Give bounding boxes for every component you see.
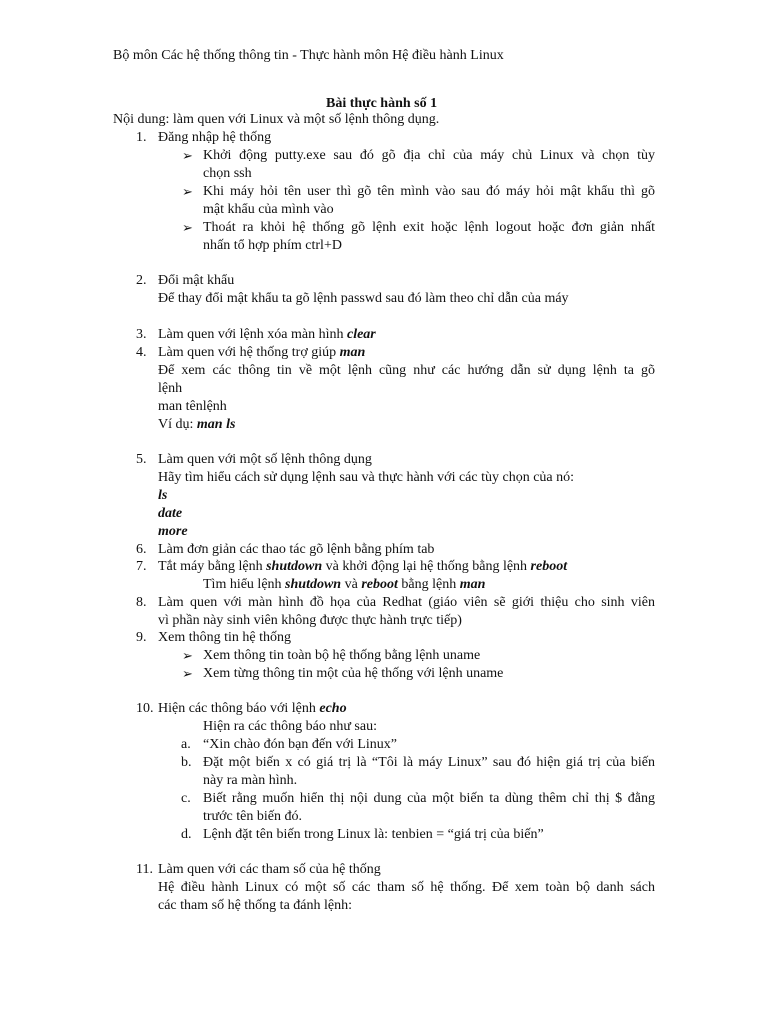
bullet-text: chọn ssh: [203, 166, 252, 181]
list-item: Đặt một biến x có giá trị là “Tôi là máy Linux” sau đó hiện giá trị của biến: [203, 755, 655, 770]
list-item: này ra màn hình.: [203, 773, 298, 788]
command-name: shutdown: [285, 577, 342, 592]
example-command: man ls: [196, 417, 236, 432]
section-heading: Làm quen với hệ thống trợ giúp man: [158, 345, 366, 360]
section-body: các tham số hệ thống ta đánh lệnh:: [158, 898, 352, 913]
section-number: 10.: [136, 701, 154, 716]
intro-text: Nội dung: làm quen với Linux và một số lệnh thông dụng.: [113, 112, 440, 127]
section-body: vì phần này sinh viên không được thực hành trực tiếp): [158, 613, 462, 628]
arrow-bullet-icon: ➢: [182, 648, 193, 663]
command-name: reboot: [530, 559, 568, 574]
command-syntax: man tênlệnh: [158, 399, 227, 414]
command-name: more: [158, 524, 188, 539]
section-heading: Làm quen với một số lệnh thông dụng: [158, 452, 372, 467]
item-label: d.: [181, 827, 192, 842]
list-item: Lệnh đặt tên biến trong Linux là: tenbien = “giá trị của biến”: [203, 827, 544, 842]
list-item: “Xin chào đón bạn đến với Linux”: [203, 737, 398, 752]
command-name: ls: [158, 488, 168, 503]
section-heading: Làm quen với màn hình đồ họa của Redhat (giáo viên sẽ giới thiệu cho sinh viên: [158, 595, 655, 610]
example-line: Ví dụ: man ls: [158, 417, 236, 432]
section-body: Để xem các thông tin về một lệnh cũng như các hướng dẫn sử dụng lệnh ta gõ: [158, 363, 655, 378]
page-header: Bộ môn Các hệ thống thông tin - Thực hành môn Hệ điều hành Linux: [113, 48, 504, 63]
bullet-text: Xem từng thông tin một của hệ thống với lệnh uname: [203, 666, 504, 681]
section-number: 5.: [136, 452, 147, 467]
command-name: man: [459, 577, 486, 592]
bullet-text: Xem thông tin toàn bộ hệ thống bằng lệnh uname: [203, 648, 481, 663]
bullet-text: Thoát ra khỏi hệ thống gõ lệnh exit hoặc lệnh logout hoặc đơn giản nhất: [203, 220, 655, 235]
bullet-text: mật khẩu của mình vào: [203, 202, 334, 217]
arrow-bullet-icon: ➢: [182, 148, 193, 163]
section-number: 3.: [136, 327, 147, 342]
section-number: 8.: [136, 595, 147, 610]
command-name: man: [339, 345, 366, 360]
list-item: trước tên biến đó.: [203, 809, 302, 824]
bullet-text: Khởi động putty.exe sau đó gõ địa chỉ của máy chủ Linux và chọn tùy: [203, 148, 655, 163]
bullet-text: nhấn tổ hợp phím ctrl+D: [203, 238, 342, 253]
section-number: 9.: [136, 630, 147, 645]
command-name: echo: [319, 701, 347, 716]
section-body: lệnh: [158, 381, 183, 396]
item-label: b.: [181, 755, 192, 770]
section-body: Tìm hiểu lệnh shutdown và reboot bằng lệnh man: [203, 577, 486, 592]
command-name: clear: [346, 327, 376, 342]
page-title: Bài thực hành số 1: [326, 96, 438, 111]
command-name: shutdown: [266, 559, 323, 574]
section-body: Hệ điều hành Linux có một số các tham số hệ thống. Để xem toàn bộ danh sách: [158, 880, 655, 895]
section-body: Hãy tìm hiểu cách sử dụng lệnh sau và thực hành với các tùy chọn của nó:: [158, 470, 575, 485]
section-heading: Làm đơn giản các thao tác gõ lệnh bằng phím tab: [158, 542, 435, 557]
bullet-text: Khi máy hỏi tên user thì gõ tên mình vào sau đó máy hỏi mật khẩu thì gõ: [203, 184, 655, 199]
arrow-bullet-icon: ➢: [182, 666, 193, 681]
item-label: c.: [181, 791, 191, 806]
command-name: reboot: [361, 577, 398, 592]
section-number: 7.: [136, 559, 147, 574]
item-label: a.: [181, 737, 191, 752]
section-number: 11.: [136, 862, 153, 877]
section-number: 2.: [136, 273, 147, 288]
arrow-bullet-icon: ➢: [182, 220, 193, 235]
section-number: 1.: [136, 130, 147, 145]
section-heading: Đăng nhập hệ thống: [158, 130, 272, 145]
section-number: 6.: [136, 542, 147, 557]
command-name: date: [158, 506, 183, 521]
section-body: Để thay đổi mật khẩu ta gõ lệnh passwd sau đó làm theo chỉ dẫn của máy: [158, 291, 569, 306]
section-heading: Đổi mật khẩu: [158, 273, 235, 288]
section-heading: Làm quen với lệnh xóa màn hình clear: [158, 327, 376, 342]
section-heading: Làm quen với các tham số của hệ thống: [158, 862, 381, 877]
section-body: Hiện ra các thông báo như sau:: [203, 719, 377, 734]
list-item: Biết rằng muốn hiển thị nội dung của một biến ta dùng thêm chỉ thị $ đằng: [203, 791, 655, 806]
section-heading: Tắt máy bằng lệnh shutdown và khởi động lại hệ thống bằng lệnh reboot: [158, 559, 568, 574]
arrow-bullet-icon: ➢: [182, 184, 193, 199]
section-heading: Xem thông tin hệ thống: [158, 630, 291, 645]
section-number: 4.: [136, 345, 147, 360]
section-heading: Hiện các thông báo với lệnh echo: [158, 701, 347, 716]
